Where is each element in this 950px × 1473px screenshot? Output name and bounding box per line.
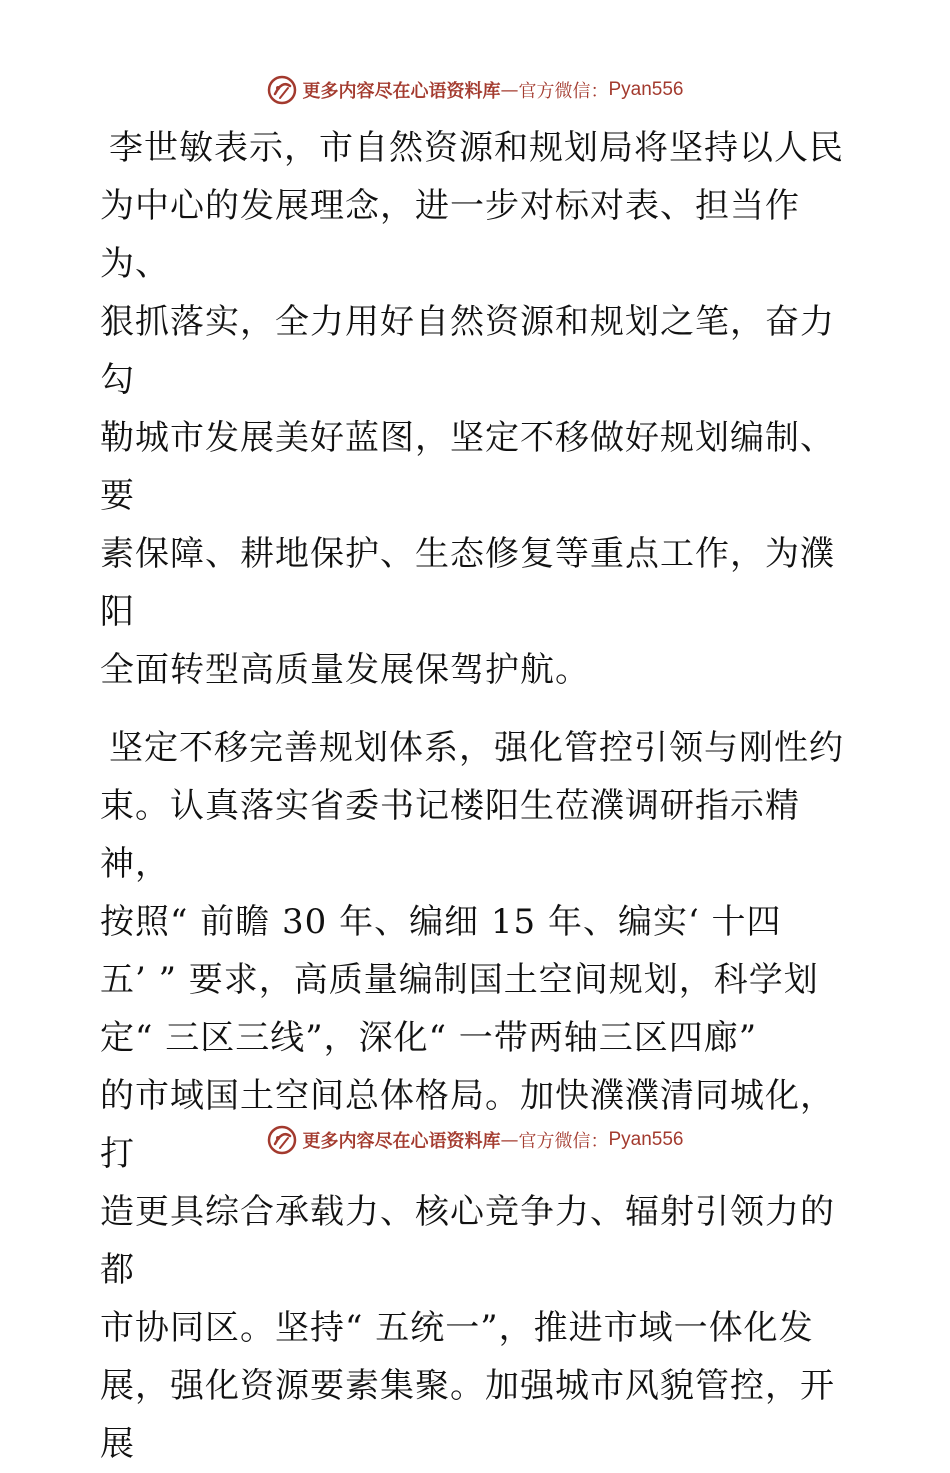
footer-wechat-id: Pyan556	[608, 1129, 684, 1150]
paragraph-2-line-3: 按照“ 前瞻 30 年、编细 15 年、编实‘ 十四	[100, 902, 782, 942]
document-body	[100, 119, 850, 1473]
header-wechat-label: 官方微信：	[518, 81, 609, 102]
paragraph-2-line-1: 坚定不移完善规划体系，强化管控引领与刚性约	[109, 728, 844, 768]
paragraph-2-line-8: 市协同区。坚持“ 五统一”，推进市域一体化发	[100, 1308, 814, 1348]
paragraph-1-line-3: 狠抓落实，全力用好自然资源和规划之笔，奋力勾	[100, 302, 835, 400]
paragraph-1-line-4: 勒城市发展美好蓝图，坚定不移做好规划编制、要	[100, 418, 835, 516]
header-wechat-id: Pyan556	[608, 79, 684, 100]
paragraph-1-line-6: 全面转型高质量发展保驾护航。	[100, 650, 590, 690]
paragraph-1-line-2: 为中心的发展理念，进一步对标对表、担当作为、	[100, 186, 800, 284]
paragraph-2-line-7: 造更具综合承载力、核心竞争力、辐射引领力的都	[100, 1192, 835, 1290]
paragraph-1-line-1: 李世敏表示，市自然资源和规划局将坚持以人民	[109, 128, 844, 168]
header-watermark-text: 更多内容尽在心语资料库	[302, 81, 501, 102]
header-watermark-separator: —	[500, 79, 519, 101]
paragraph-1-line-5: 素保障、耕地保护、生态修复等重点工作，为濮阳	[100, 534, 835, 632]
paragraph-2-line-9: 展，强化资源要素集聚。加强城市风貌管控，开展	[100, 1366, 835, 1464]
seal-logo-icon	[266, 74, 298, 106]
paragraph-2	[100, 719, 850, 1473]
footer-watermark-separator: —	[500, 1129, 519, 1151]
paragraph-1	[100, 119, 850, 699]
paragraph-2-line-6: 的市域国土空间总体格局。加快濮濮清同城化，打	[100, 1076, 835, 1174]
paragraph-2-line-4: 五’ ” 要求，高质量编制国土空间规划，科学划	[100, 960, 819, 1000]
seal-logo-icon	[266, 1124, 298, 1156]
footer-wechat-label: 官方微信：	[518, 1131, 609, 1152]
paragraph-2-line-2: 束。认真落实省委书记楼阳生莅濮调研指示精神，	[100, 786, 800, 884]
footer-watermark-text: 更多内容尽在心语资料库	[302, 1131, 501, 1152]
header-watermark	[0, 70, 950, 110]
footer-watermark	[0, 1120, 950, 1160]
paragraph-2-line-5: 定“ 三区三线”，深化“ 一带两轴三区四廊”	[100, 1018, 758, 1058]
